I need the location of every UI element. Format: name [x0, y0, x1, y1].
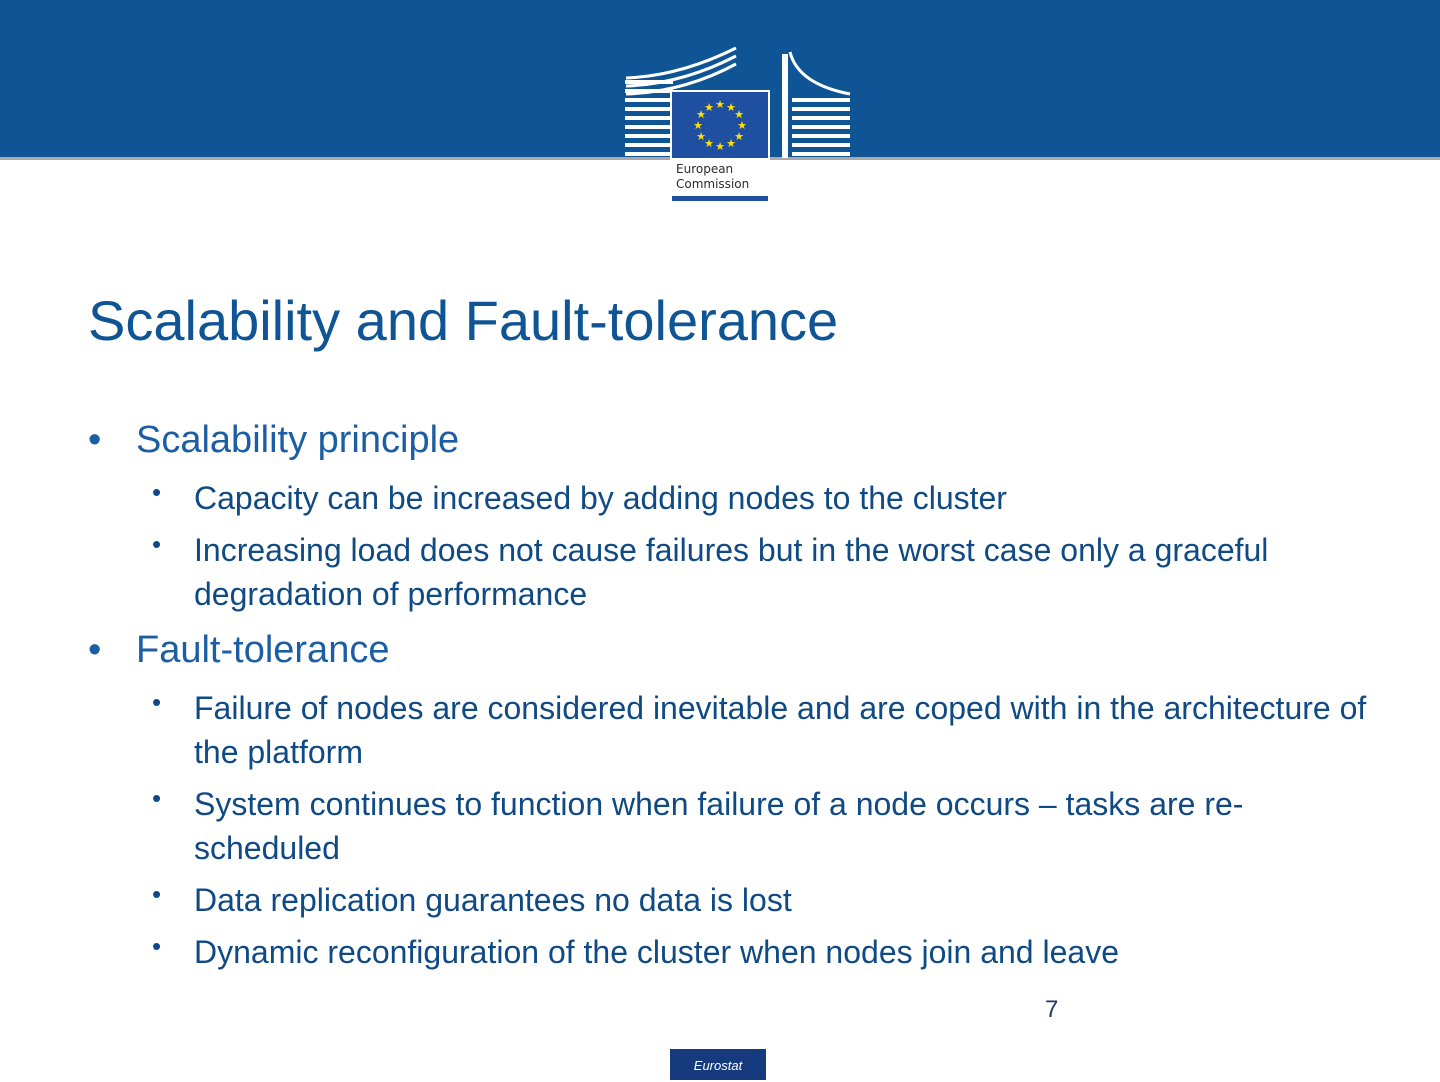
- svg-text:★: ★: [696, 130, 706, 143]
- svg-text:★: ★: [734, 108, 744, 121]
- bullet-icon: •: [152, 529, 162, 559]
- svg-text:★: ★: [693, 119, 703, 132]
- svg-text:★: ★: [734, 130, 744, 143]
- bullet-text: Data replication guarantees no data is lost: [194, 882, 792, 918]
- svg-text:★: ★: [726, 101, 736, 114]
- bullet-icon: •: [88, 629, 102, 671]
- section-heading-scalability: [88, 416, 1378, 464]
- section-heading-fault-tolerance: [88, 626, 1378, 674]
- svg-text:★: ★: [737, 119, 747, 132]
- svg-text:★: ★: [704, 137, 714, 150]
- svg-text:★: ★: [715, 98, 725, 111]
- logo-wordmark: [676, 162, 749, 192]
- bullet-icon: •: [152, 783, 162, 813]
- bullet-text: Capacity can be increased by adding nodes to the cluster: [194, 480, 1007, 516]
- svg-text:★: ★: [704, 101, 714, 114]
- logo-line-1: European: [676, 162, 734, 176]
- footer-badge: Eurostat: [670, 1049, 766, 1080]
- svg-text:★: ★: [715, 140, 725, 153]
- bullet-point: [88, 686, 1378, 774]
- logo-line-2: Commission: [676, 177, 750, 191]
- bullet-icon: •: [152, 477, 162, 507]
- section-heading-text: Scalability principle: [136, 419, 460, 461]
- bullet-text: Failure of nodes are considered inevitable and are coped with in the architecture of the platform: [194, 690, 1367, 770]
- bullet-point: [88, 878, 1378, 922]
- page-number: 7: [1045, 996, 1059, 1023]
- bullet-icon: •: [152, 687, 162, 717]
- bullet-icon: •: [88, 419, 102, 461]
- bullet-icon: •: [152, 931, 162, 961]
- bullet-text: System continues to function when failure of a node occurs – tasks are re-scheduled: [194, 786, 1244, 866]
- section-heading-text: Fault-tolerance: [136, 629, 390, 671]
- bullet-point: [88, 476, 1378, 520]
- svg-text:★: ★: [726, 137, 736, 150]
- bullet-text: Increasing load does not cause failures but in the worst case only a graceful degradation of performance: [194, 532, 1269, 612]
- bullet-point: [88, 782, 1378, 870]
- bullet-icon: •: [152, 879, 162, 909]
- slide-content: [88, 416, 1378, 982]
- svg-text:★: ★: [696, 108, 706, 121]
- bullet-point: [88, 528, 1378, 616]
- bullet-text: Dynamic reconfiguration of the cluster when nodes join and leave: [194, 934, 1119, 970]
- slide-title: Scalability and Fault-tolerance: [88, 289, 839, 352]
- bullet-point: [88, 930, 1378, 974]
